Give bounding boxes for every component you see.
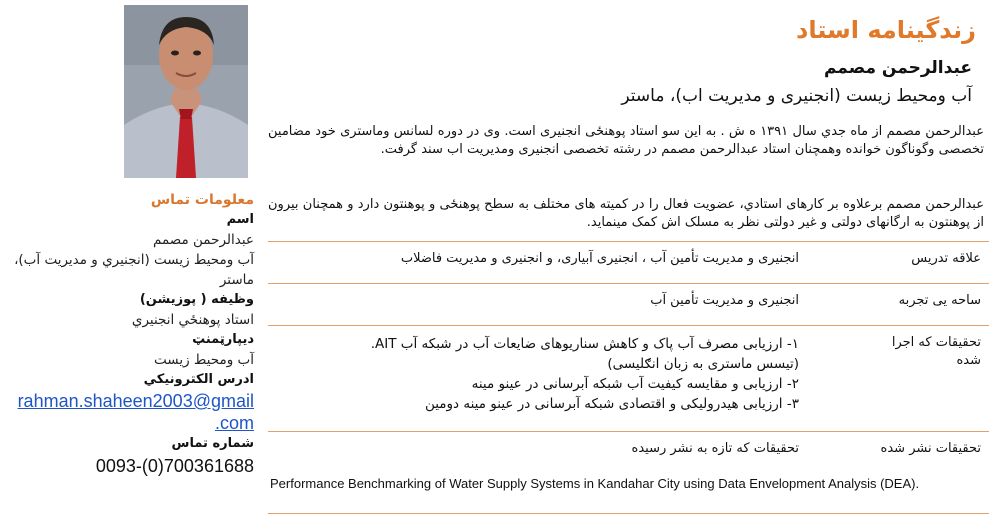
table-row-published	[268, 431, 989, 468]
portrait-image	[124, 5, 248, 178]
email-label: ادرس الکترونیکي	[143, 372, 254, 387]
bio-paragraph-1: عبدالرحمن مصمم از ماه جدي سال ۱۳۹۱ ه ش . به این سو استاد پوهنځی انجنیری است. وی در دوره لسانس وماستری خود مضامین تخصصی وگوناگون خوانده وهمچنان استاد عبدالرحمن مصمم در رشته تخصصی انجنیری ومدیریت اب سند گرفت.	[268, 124, 984, 157]
publication-title: Performance Benchmarking of Water Supply Systems in Kandahar City using Data Envelopment Analysis (DEA).	[270, 476, 920, 491]
person-degree: آب ومحیط زیست (انجنیری و مدیریت اب)، ماستر	[621, 86, 972, 106]
degree-value: آب ومحیط زیست (انجنیري و مدیریت آب)، ماستر	[14, 252, 254, 288]
contact-heading: معلومات تماس	[150, 192, 254, 208]
department-value: آب ومحیط زیست	[154, 352, 254, 368]
research-item-1-note: (تیسس ماستری به زبان انګلیسی)	[607, 356, 799, 372]
phone-value: 0093-(0)700361688	[95, 456, 254, 476]
contact-panel	[0, 190, 254, 478]
research-list	[279, 334, 799, 414]
department-label: دیپارټمنټ	[192, 332, 254, 347]
table-row-experience	[268, 283, 989, 325]
profile-photo	[124, 5, 248, 178]
published-key: تحقیقات نشر شده	[880, 441, 981, 456]
research-item-3: ۳- ارزیابی هیدرولیکی و اقتصادی شبکه آبرسانی در عینو مینه دومین	[424, 396, 799, 412]
experience-key: ساحه یی تجربه	[898, 293, 981, 308]
research-key: تحقیقات که اجرا شده	[891, 335, 981, 368]
table-row-research	[268, 325, 989, 431]
research-item-1: ۱- ارزیابی مصرف آب پاک و کاهش سناریوهای ضایعات آب در شبکه آب AIT.	[370, 336, 799, 352]
experience-value: انجنیری و مدیریت تأمین آب	[650, 293, 799, 308]
email-link[interactable]	[0, 390, 254, 434]
name-label: اسم	[226, 212, 254, 227]
research-item-2: ۲- ارزیابی و مقایسه کیفیت آب شبکه آبرسانی در عینو مینه	[471, 376, 799, 392]
email-line-1: rahman.shaheen2003@gmail	[17, 391, 254, 411]
published-value: تحقیقات که تازه به نشر رسیده	[631, 441, 799, 456]
bio-paragraph-2: عبدالرحمن مصمم برعلاوه بر کارهای استادي، عضویت فعال را در کمیته های مختلف به سطح پوهنځی و پوهنتون دارد و همچنان بیرون از پوهنتون به ارگانهای دولتی و غیر دولتی نظر به مسلک اش کمک مینماید.	[268, 197, 984, 230]
page-title: زندگینامه استاد	[796, 16, 976, 44]
table-row-teaching	[268, 241, 989, 283]
person-name: عبدالرحمن مصمم	[823, 58, 972, 78]
position-label: وظیفه ( پوزیشن)	[139, 292, 254, 307]
teaching-key: علاقه تدریس	[911, 251, 981, 266]
email-line-2: .com	[214, 413, 254, 433]
position-value: استاد پوهنځي انجنیري	[131, 312, 254, 328]
teaching-value: انجنیری و مدیریت تأمین آب ، انجنیری آبیاری، و انجنیری و مدیریت فاضلاب	[400, 251, 799, 266]
phone-label: شماره تماس	[171, 436, 254, 451]
info-table	[268, 241, 989, 468]
divider	[268, 513, 989, 514]
name-value: عبدالرحمن مصمم	[153, 232, 254, 248]
